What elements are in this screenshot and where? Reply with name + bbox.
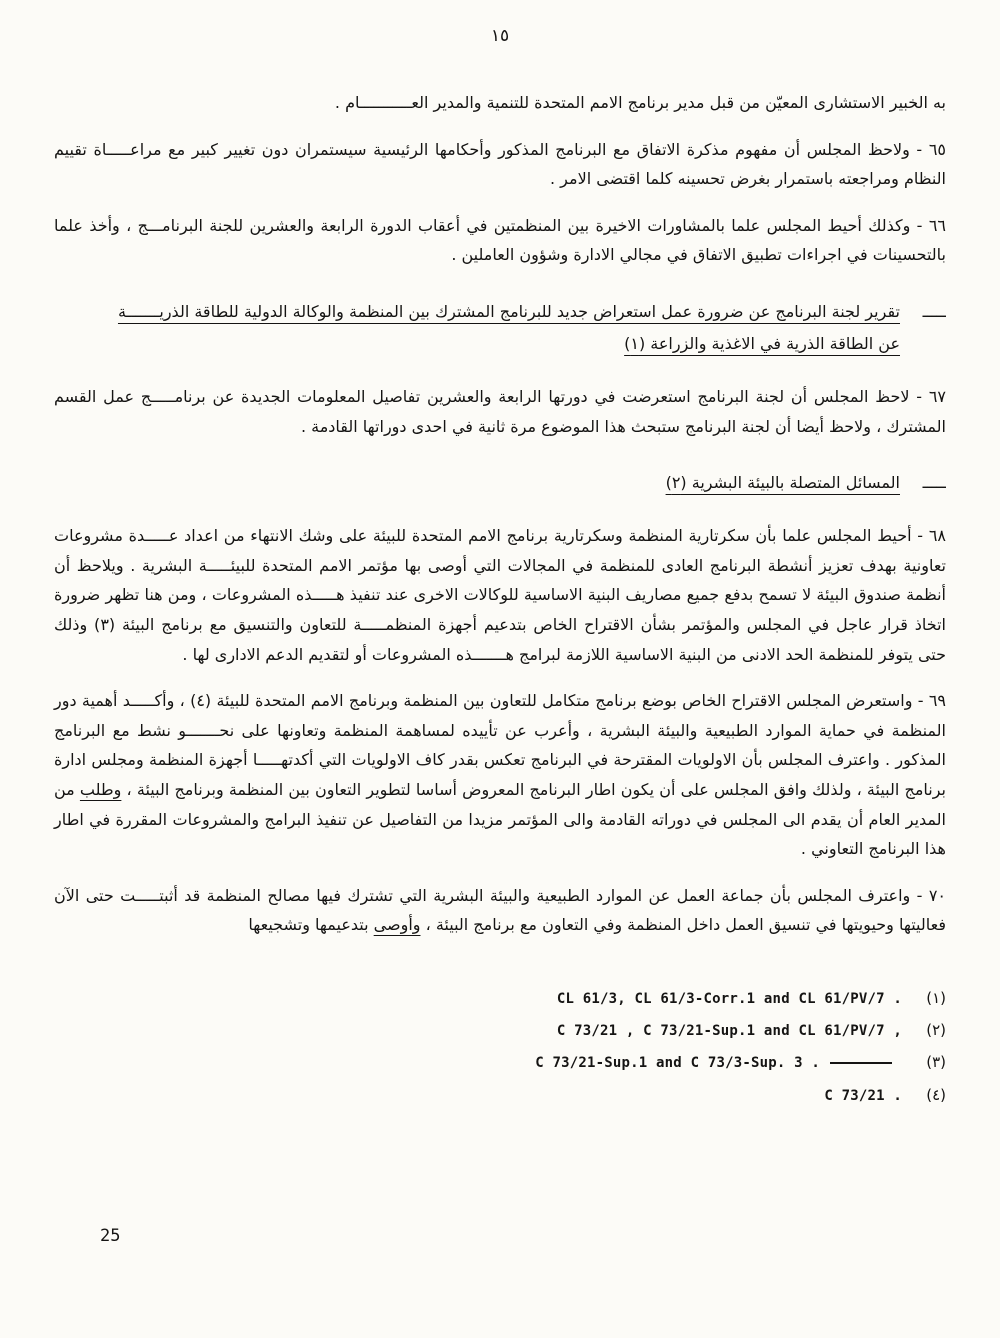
footnote-marker: (١) bbox=[926, 988, 946, 1007]
paragraph-69: ٦٩ - واستعرض المجلس الاقتراح الخاص بوضع برنامج متكامل للتعاون بين المنظمة وبرنامج الامم المتحدة للبيئة (٤) ، وأكـــــد أهمية دور المنظمة في حماية الموارد الطبيعية والبيئة البشرية ، وأعرب عن تأييده لمساهمة المنظمة وتعاونها على نحـــــــو نشط مع البرنامج المذكور . واعترف المجلس بأن الاولويات المقترحة في البرنامج تعكس بقدر كاف الاولويات التي أكدتهـــــا أجهزة المنظمة ومجلس ادارة برنامج البيئة ، ولذلك وافق المجلس على أن يكون اطار البرنامج المعروض أساسا لتطوير التعاون بين المنظمة وبرنامج البيئة ، وطلب من المدير العام أن يقدم الى المجلس في دوراته القادمة والى المؤتمر مزيدا من التفاصيل عن تنفيذ البرامج والمشروعات المقررة في اطار هذا البرنامج التعاوني . bbox=[54, 691, 946, 859]
heading-human-environment bbox=[54, 467, 946, 499]
footnote-marker: (٤) bbox=[926, 1085, 946, 1104]
footnote-reference: C 73/21 , C 73/21-Sup.1 and CL 61/PV/7 , bbox=[556, 1023, 902, 1040]
heading-dash-icon: ـــــ bbox=[922, 473, 946, 493]
footnote-reference: C 73/21-Sup.1 and C 73/3-Sup. 3 . bbox=[535, 1055, 820, 1072]
page-number-bottom: 25 bbox=[100, 1226, 121, 1246]
heading-iaea-line-1: تقرير لجنة البرنامج عن ضرورة عمل استعراض جديد للبرنامج المشترك بين المنظمة والوكالة الدولية للطاقة الذريـــــــة bbox=[117, 301, 900, 321]
paragraph-68: ٦٨ - أحيط المجلس علما بأن سكرتارية المنظمة وسكرتارية برنامج الامم المتحدة للبيئة على وشك الانتهاء من اعداد عـــــدة مشروعات تعاونية بهدف تعزيز أنشطة البرنامج العادى للمنظمة في المجالات التي أوصى بها مؤتمر الامم المتحدة للبيئـــــة البشرية . ويلاحظ أن أنظمة صندوق البيئة لا تسمح بدفع جميع مصاريف البنية الاساسية للوكالات الاخرى عند تنفيذ هـــــذه المشروعات ، ومن هنا تظهر ضرورة اتخاذ قرار عاجل في المجلس والمؤتمر بشأن الاقتراح الخاص بتدعيم أجهزة المنظمـــــة للتعاون والتنسيق مع برنامج البيئة (٣) وذلك حتى يتوفر للمنظمة الحد الادنى من البنية الاساسية اللازمة لبرامج هـــــــذه المشروعات أو لتقديم الدعم الادارى لها . bbox=[54, 526, 947, 664]
footnote-reference: CL 61/3, CL 61/3-Corr.1 and CL 61/PV/7 . bbox=[556, 990, 902, 1007]
paragraph-70: ٧٠ - واعترف المجلس بأن جماعة العمل عن الموارد الطبيعية والبيئة البشرية التي تشترك فيها مصالح المنظمة قد أثبتـــــت حتى الآن فعاليتها وحيويتها في تنسيق العمل داخل المنظمة وفي التعاون مع برنامج البيئة ، وأوصى بتدعيمها وتشجيعها bbox=[54, 885, 946, 935]
heading-env-line: المسائل المتصلة بالبيئة البشرية (٢) bbox=[665, 473, 900, 493]
paragraph-continuation: به الخبير الاستشارى المعيّن من قبل مدير برنامج الامم المتحدة للتنمية والمدير العـــــــــــام . bbox=[334, 93, 946, 112]
paragraph-67: ٦٧ - لاحظ المجلس أن لجنة البرنامج استعرضت في دورتها الرابعة والعشرين تفاصيل المعلومات الجديدة عن برنامـــــج عمل القسم المشترك ، ولاحظ أيضا أن لجنة البرنامج ستبحث هذا الموضوع مرة ثانية في احدى دوراتها القادمة . bbox=[54, 386, 946, 436]
underlined-word: وأوصى bbox=[373, 915, 421, 935]
footnote-4 bbox=[54, 1079, 946, 1111]
heading-dash-icon: ـــــ bbox=[922, 301, 946, 321]
footnotes-section bbox=[54, 982, 946, 1111]
footnote-3 bbox=[54, 1046, 946, 1078]
paragraph-66: ٦٦ - وكذلك أحيط المجلس علما بالمشاورات الاخيرة بين المنظمتين في أعقاب الدورة الرابعة والعشرين للجنة البرنامـــج ، وأخذ علما بالتحسينات في اجراءات تطبيق الاتفاق في مجالي الادارة وشؤون العاملين . bbox=[54, 215, 946, 265]
page-number-top: ١٥ bbox=[490, 26, 510, 46]
footnote-marker: (٣) bbox=[926, 1053, 946, 1072]
footnote-reference: C 73/21 . bbox=[824, 1087, 902, 1104]
footnote-marker: (٢) bbox=[926, 1021, 946, 1040]
heading-iaea-line-2: عن الطاقة الذرية في الاغذية والزراعة (١) bbox=[624, 333, 900, 353]
heading-iaea-report bbox=[54, 296, 946, 360]
paragraph-65: ٦٥ - ولاحظ المجلس أن مفهوم مذكرة الاتفاق مع البرنامج المذكور وأحكامها الرئيسية سيستمران دون تغيير كبير مع مراعـــــاة تقييم النظام ومراجعته باستمرار بغرض تحسينه كلما اقتضى الامر . bbox=[54, 139, 946, 189]
footnote-separator-rule bbox=[830, 1061, 892, 1064]
footnote-1 bbox=[54, 982, 946, 1014]
underlined-word: وطلب bbox=[79, 779, 122, 799]
footnote-2 bbox=[54, 1014, 946, 1046]
